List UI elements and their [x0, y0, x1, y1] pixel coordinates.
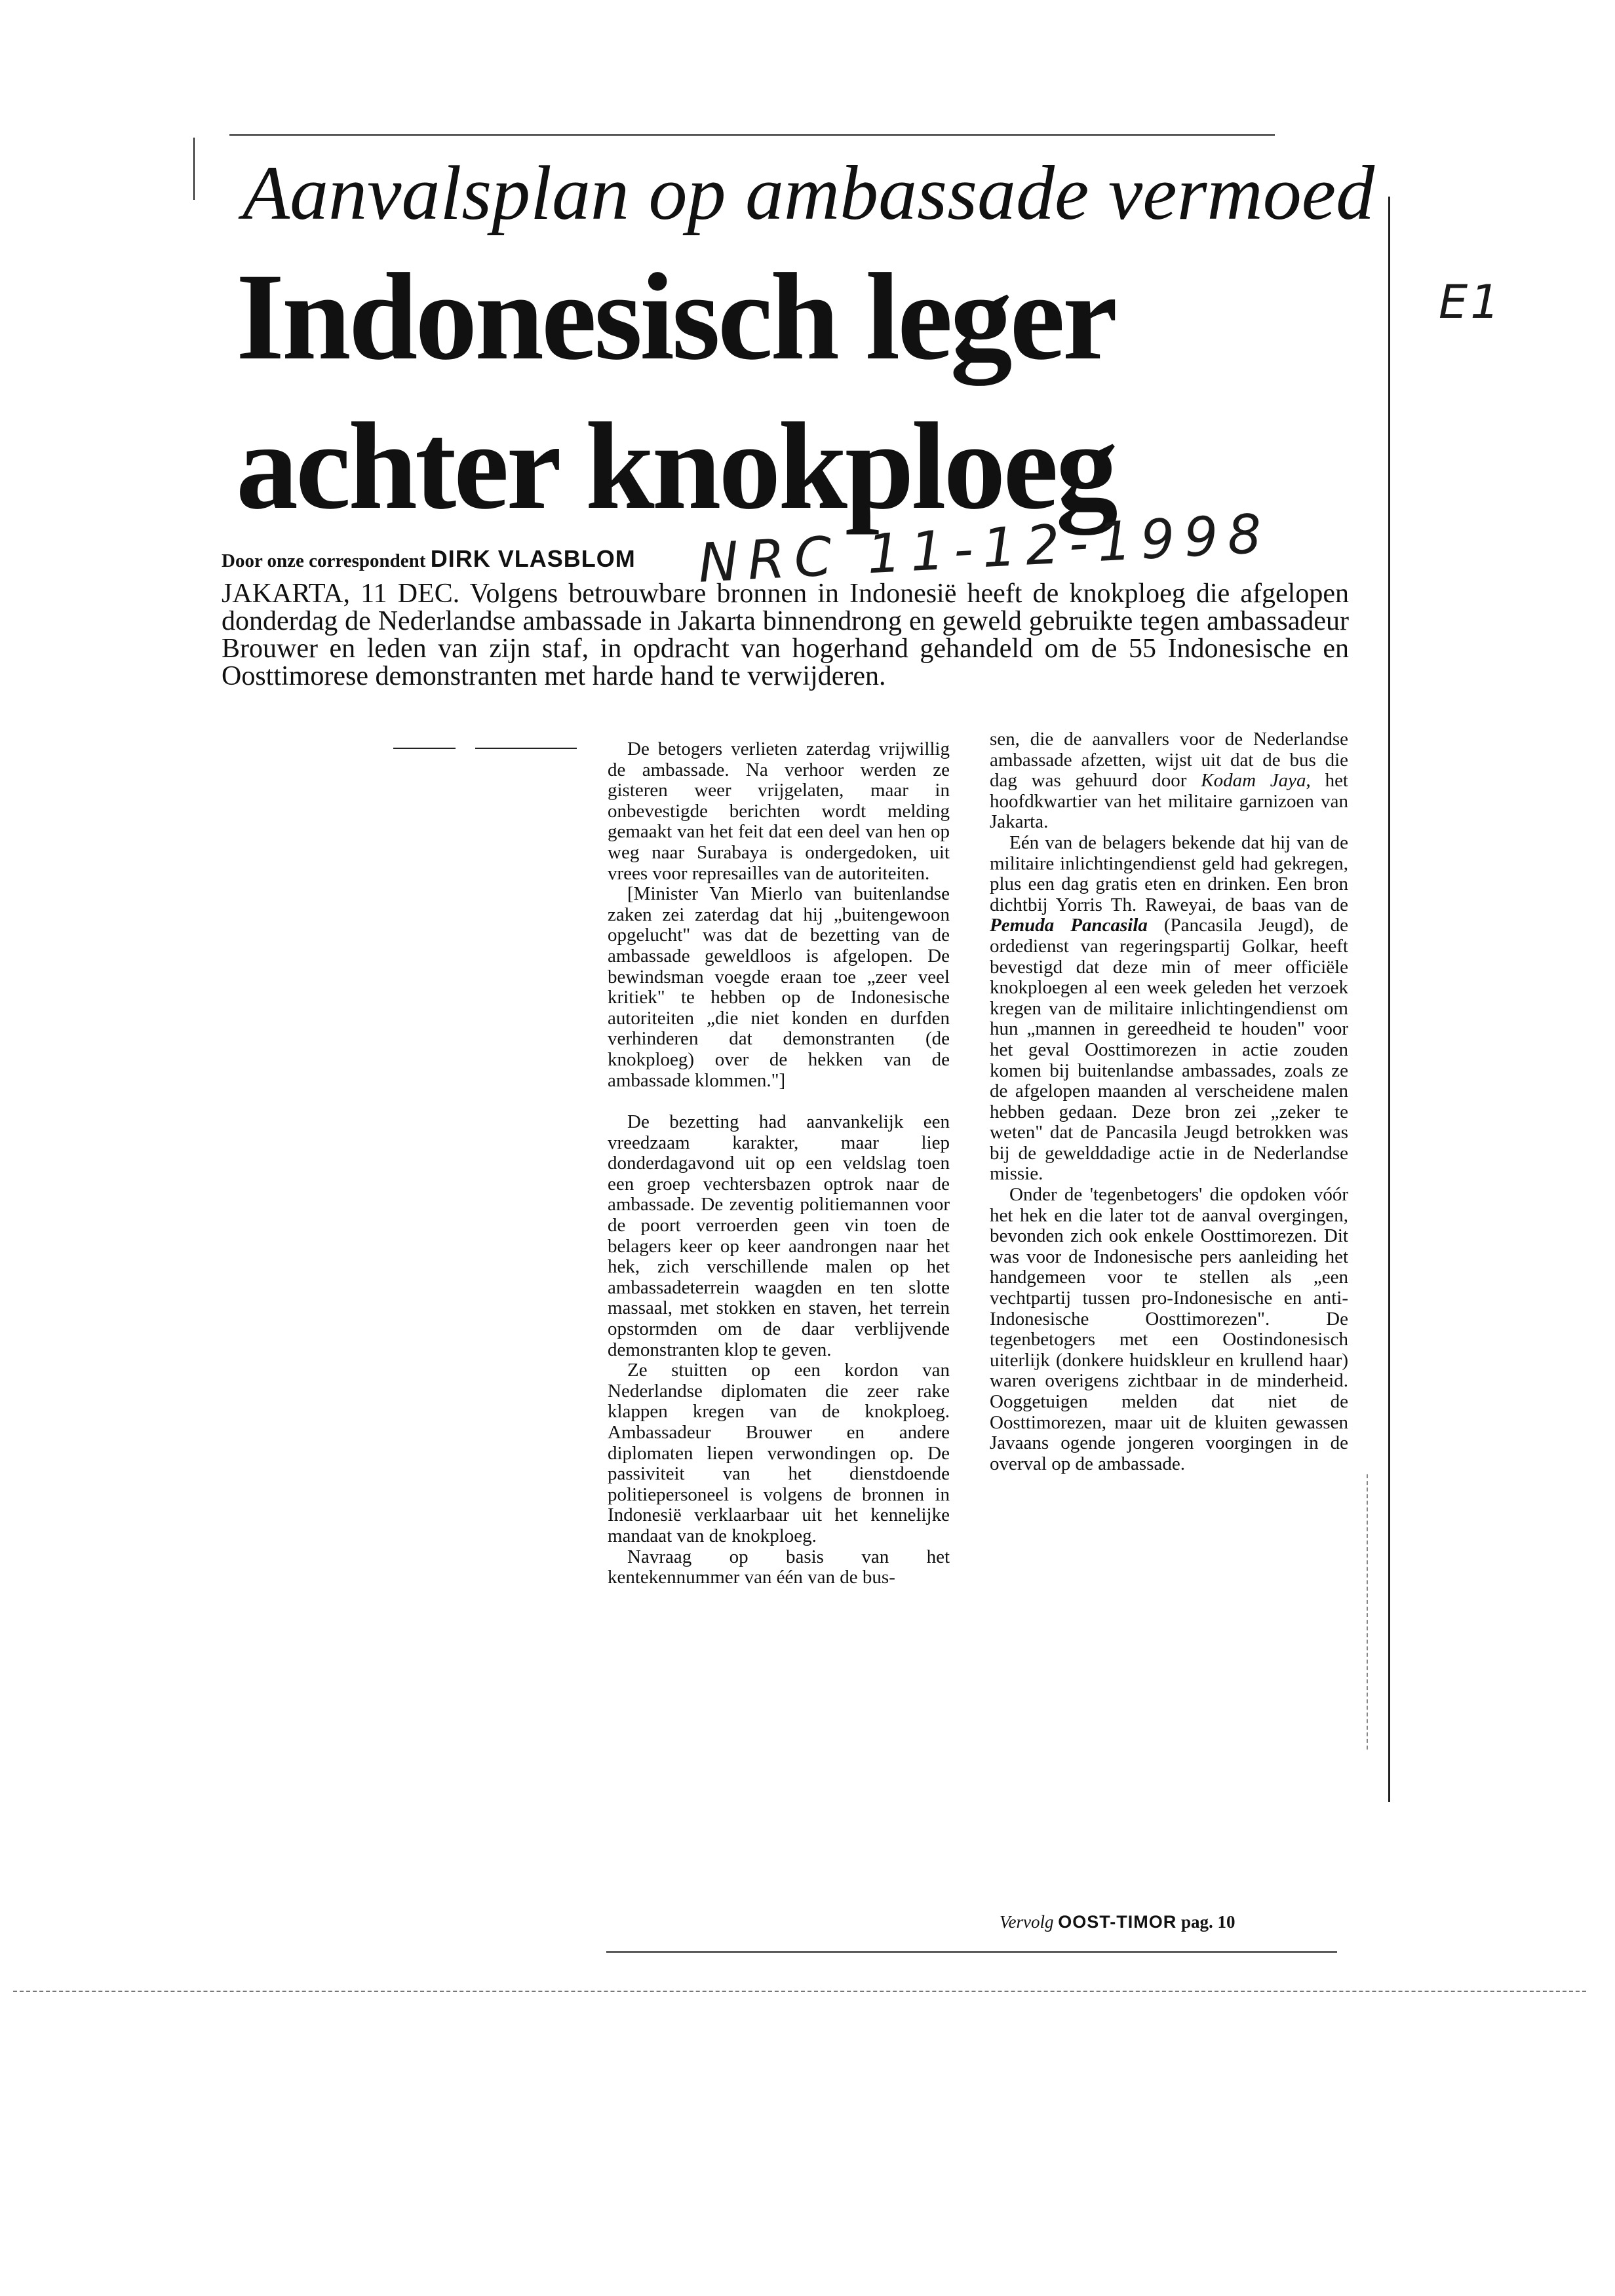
headline-line-1: Indonesisch leger — [236, 248, 1116, 386]
column-2 — [990, 729, 1348, 1474]
continued-section: OOST-TIMOR — [1058, 1912, 1177, 1932]
column-1-paragraph: Ze stuitten op een kordon van Nederlandse diplomaten die zeer rake klappen kregen van de knokploeg. Ambassadeur Brouwer en andere diplomaten liepen verwondingen op. De passiviteit van het dienstdoende politiepersoneel is volgens de bronnen in Indonesië verklaarbaar uit het kennelijke mandaat van de knokploeg. — [608, 1360, 950, 1546]
kicker: Aanvalsplan op ambassade vermoed — [243, 150, 1375, 236]
column-1 — [608, 739, 950, 1588]
scan-edge-line — [13, 1991, 1586, 1992]
headline-line-2: achter knokploeg — [236, 398, 1116, 535]
continued-page: pag. 10 — [1180, 1912, 1236, 1932]
handwritten-date-stamp: NRC 11-12-1998 — [697, 503, 1273, 595]
column-1-paragraph: Navraag op basis van het kentekennummer van één van de bus- — [608, 1546, 950, 1588]
headline — [236, 242, 1285, 541]
byline-prefix: Door onze correspondent — [222, 550, 426, 571]
kodam-jaya-italic: Kodam Jaya — [1201, 770, 1306, 792]
right-margin-line — [1388, 197, 1390, 1802]
column-1-paragraph: De bezetting had aanvankelijk een vreedzaam karakter, maar liep donderdagavond uit op een veldslag toen een groep vechtersbazen optrok naar de ambassade. De zeventig politiemannen voor de poort verroerden geen vin toen de belagers keer op keer aandrongen naar het hek, zich verschillende malen op het ambassadeterrein waagden en ten slotte massaal, met stokken en staven, het terrein opstormden om de daar verblijvende demonstranten klop te geven. — [608, 1111, 950, 1360]
byline — [222, 545, 693, 573]
column-2-text: sen, die de aanvallers voor de Nederlandse ambassade afzetten, wijst uit dat de bus die dag was gehuurd door — [990, 729, 1348, 792]
column-2-paragraph — [990, 729, 1348, 833]
lead-paragraph: JAKARTA, 11 DEC. Volgens betrouwbare bronnen in Indonesië heeft de knokploeg die afgelopen donderdag de Nederlandse ambassade in Jakarta binnendrong en geweld gebruikte tegen ambassadeur Brouwer en leden van zijn staf, in opdracht van hogerhand gehandeld om de 55 Indonesische en Oosttimorese demonstranten met harde hand te verwijderen. — [222, 579, 1349, 691]
continued-prefix: Vervolg — [1000, 1912, 1054, 1932]
handwritten-margin-mark: E1 — [1439, 275, 1502, 329]
left-margin-line — [193, 138, 195, 200]
scan-right-edge — [1367, 1474, 1368, 1750]
continued-note — [1000, 1912, 1236, 1932]
column-end-rule — [606, 1951, 1337, 1953]
column-2-text: Eén van de belagers bekende dat hij van de militaire inlichtingendienst geld had gekregen, plus een dag gratis eten en drinken. Een bron dichtbij Yorris Th. Raweyai, de baas van de — [990, 832, 1348, 915]
column-2-text: , het hoofdkwartier van het militaire garnizoen van Jakarta. — [990, 770, 1348, 833]
byline-name: DIRK VLASBLOM — [430, 545, 636, 572]
column-2-paragraph: Onder de 'tegenbetogers' die opdoken vóór het hek en die later tot de aanval overgingen, bevonden zich ook enkele Oosttimorezen. Dit was voor de Indonesische pers aanleiding het handgemeen voor te stellen als „een vechtpartij tussen pro-Indonesische en anti-Indonesische Oosttimorezen". De tegenbetogers met een Oostindonesisch uiterlijk (donkere huidskleur en krullend haar) waren overigens zichtbaar in de minderheid. Ooggetuigen melden dat niet de Oosttimorezen, maar uit de kluiten gewassen Javaans ogende jongeren voorgingen in de overval op de ambassade. — [990, 1184, 1348, 1474]
column-2-text: (Pancasila Jeugd), de ordedienst van regeringspartij Golkar, heeft bevestigd dat deze min of meer officiële knokploegen al een week geleden het verzoek kregen van de militaire inlichtingendienst om hun „mannen in gereedheid te houden" voor het geval Oosttimorezen in actie zouden komen bij buitenlandse ambassades, zoals ze de afgelopen maanden al verscheidene malen hebben gedaan. Deze bron zei „zeker te weten" dat de Pancasila Jeugd betrokken was bij de gewelddadige actie in de Nederlandse missie. — [990, 915, 1348, 1185]
column-2-paragraph — [990, 833, 1348, 1185]
column-start-rule-1 — [393, 748, 456, 749]
top-rule — [229, 134, 1275, 136]
column-start-rule-2 — [475, 748, 577, 749]
column-1-paragraph: [Minister Van Mierlo van buitenlandse zaken zei zaterdag dat hij „buitengewoon opgelucht" was dat de bezetting van de ambassade geweldloos is afgelopen. De bewindsman voegde eraan toe „zeer veel kritiek" te hebben op de Indonesische autoriteiten „die niet konden en durfden verhinderen dat demonstranten (de knokploeg) over de hekken van de ambassade klommen."] — [608, 883, 950, 1091]
column-1-paragraph: De betogers verlieten zaterdag vrijwillig de ambassade. Na verhoor werden ze gisteren weer vrijgelaten, maar in onbevestigde berichten wordt melding gemaakt van het feit dat een deel van hen op weg naar Surabaya is ondergedoken, uit vrees voor represailles van de autoriteiten. — [608, 738, 950, 884]
pemuda-pancasila-italic: Pemuda Pancasila — [990, 915, 1148, 936]
